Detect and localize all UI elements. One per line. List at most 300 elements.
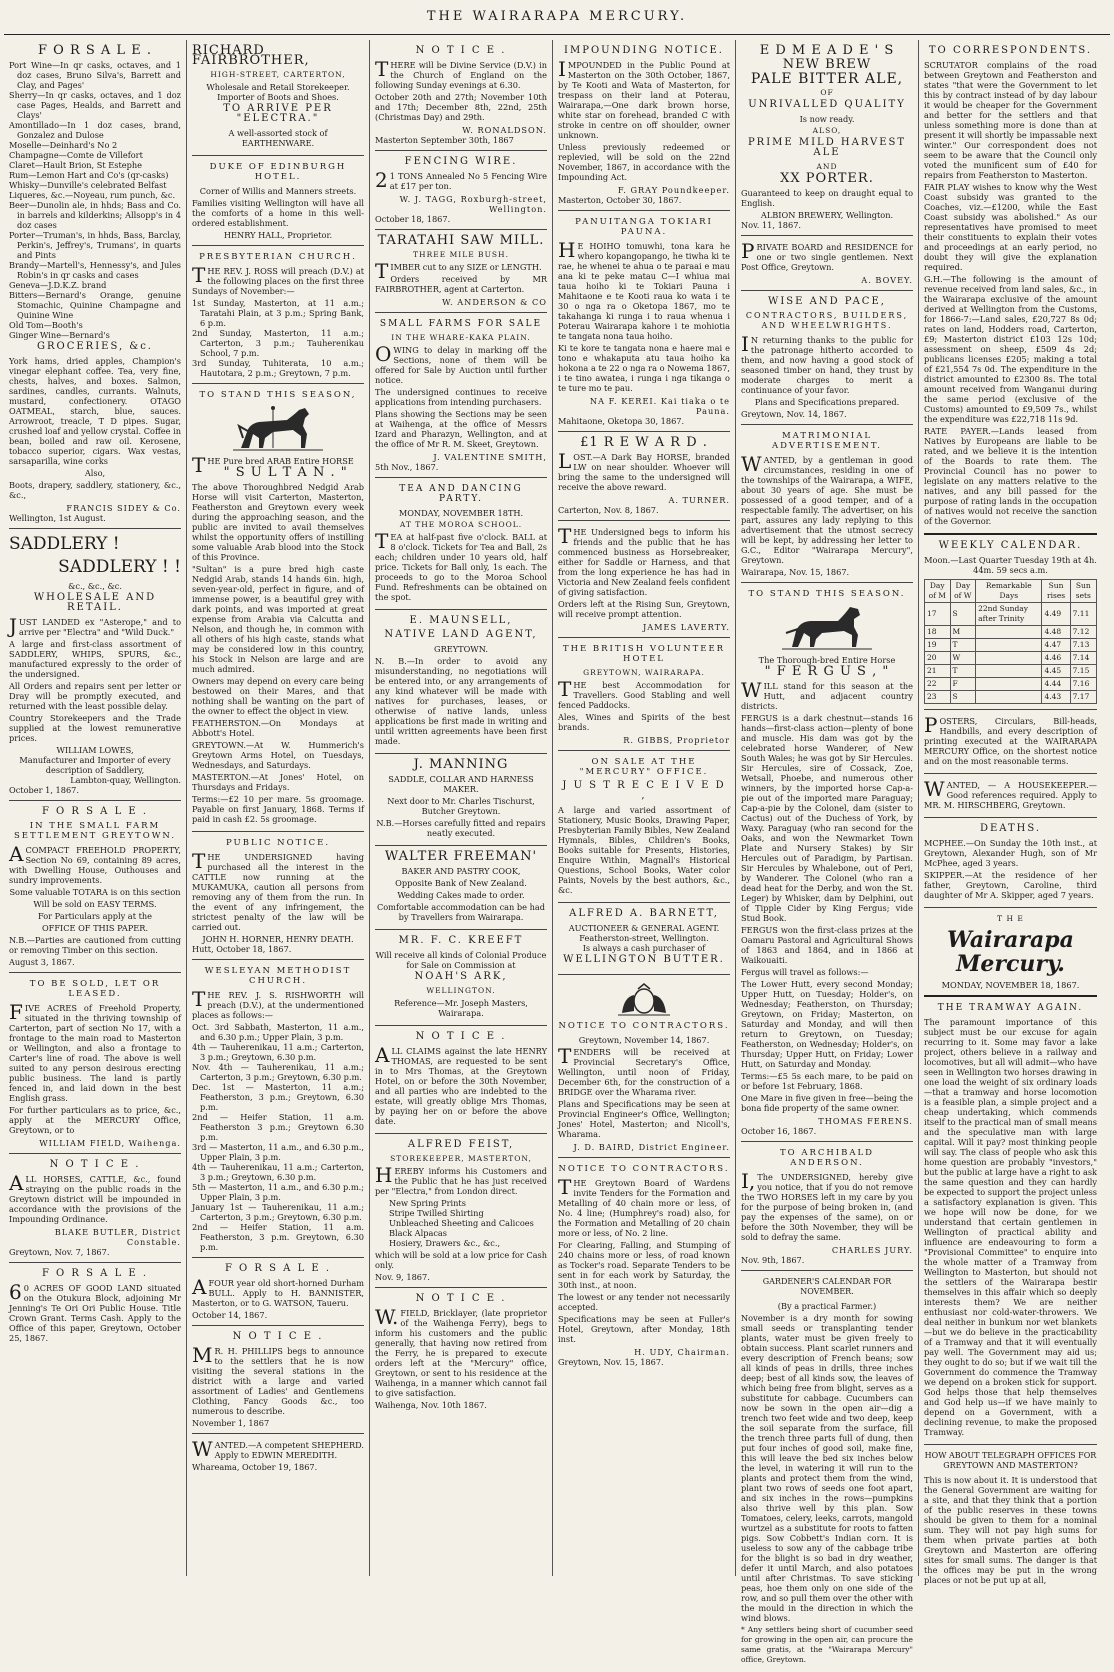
ad-body: Ki te kore te tangata nona e haere mai e tono e whakaputa atu taua hoiho ka hokona a te 22 o nga ra o Nowema 1867, i te tino awatea, i runga i nga tikanga o te ture mo te pau. [558, 343, 730, 393]
ad-maunsell [375, 610, 547, 754]
ad-heading: SADDLERY ! ! [58, 557, 181, 577]
ad-heading: N O T I C E . [415, 1031, 507, 1042]
ad-heading: WESLEYAN METHODIST CHURCH. [204, 966, 352, 986]
ad-body: ALL HORSES, CATTLE, &c., found straying on the public roads in the Greytown district will be impounded in accordance with the provisions of the Impounding Ordinance. [9, 1171, 181, 1224]
ad-body: TENDERS will be received at Provincial Secretary's Office, Wellington, until noon of Friday, December 6th, for the construction of a BRIDGE over the Wharama river. [558, 1044, 730, 1097]
ad-body: MR. H. PHILLIPS begs to announce to the settlers that he is now visiting the several stations in the district with a large and varied assortment of Ladies' and Gentlemens Clothing, Fancy Goods &c., too numerous to describe. [192, 1343, 364, 1416]
ad-body: Families visiting Wellington will have all the comforts of a home in this well-ordered establishment. [192, 198, 364, 228]
date-line: Greytown, Nov. 14, 1867. [741, 409, 847, 419]
event-date: MONDAY, NOVEMBER 18TH. [398, 508, 524, 518]
ad-fencing-wire [375, 151, 547, 230]
ad-heading: TO BE SOLD, LET OR LEASED. [29, 979, 161, 999]
column-4 [553, 40, 736, 1576]
ad-body: Terms:—£5 5s each mare, to be paid on or before 1st February, 1868. [741, 1071, 913, 1091]
table-cell: 4.46 [1042, 652, 1070, 665]
subheading: IN THE WHARE-KAKA PLAIN. [391, 333, 531, 342]
goods-list [375, 1198, 547, 1248]
ad-body: A well-assorted stock of EARTHENWARE. [228, 128, 328, 148]
list-item: Amontillado—In 1 doz cases, brand, Gonzalez and Dulose [9, 120, 181, 140]
ad-body: For Clearing, Falling, and Stumping of 240 chains more or less, of road known as Tocker's road. Separate Tenders to be sent in for each work by Saturday, the 30th inst., at noon. [558, 1240, 730, 1290]
ad-body: THE REV. J. S. RISHWORTH will preach (D.V.), at the undermentioned places as follows:— [192, 987, 364, 1020]
column-header: Remarkable Days [976, 580, 1042, 603]
table-cell: 4.45 [1042, 665, 1070, 678]
article-gardeners-calendar [741, 1271, 913, 1672]
table-row [925, 626, 1097, 639]
signature: R. GIBBS, Proprietor [623, 735, 730, 745]
masthead [0, 0, 1114, 38]
subheading: SADDLE, COLLAR AND HARNESS MAKER. [388, 774, 534, 794]
column-2 [187, 40, 370, 1576]
ad-body: I,The UNDERSIGNED, hereby give you notice, that if you do not remove the TWO HORSES left in my care by you for the purpose of being broken in, (and pay the expenses of the same), on or before the 30th November, they will be sold to defray the same. [741, 1169, 913, 1242]
ad-bull-sale [192, 1258, 364, 1326]
list-item: Dec. 1st — Masterton, 11 a.m.; Featherston, 3 p.m.; Greytown, 6.30 p.m. [192, 1082, 364, 1112]
ad-body: ACOMPACT FREEHOLD PROPERTY, Section No 69, containing 89 acres, with Dwelling House, Outhouses and sundry improvements. [9, 842, 181, 885]
ad-body: "Sultan" is a pure bred high caste Nedgid Arab, stands 14 hands 6in. high, seven-year-old, perfect in figure, and of immense power, is a beautiful grey with dark points, and was imported at great expense from Arabia via Calcutta and Nelson, and though he, in common with all others of his high caste, stands what may be considered low in this country, his Stock in Nelson are large and are much admired. [192, 564, 364, 674]
signature: J. VALENTINE SMITH, [433, 452, 547, 462]
ad-body: Unless previously redeemed or replevied, will be sold on the 22nd November, 1867, in accordance with the Impounding Act. [558, 142, 730, 182]
ad-heading: SMALL FARMS FOR SALE [379, 319, 543, 329]
ad-reward [558, 432, 730, 521]
signature-desc: Manufacturer and Importer of every description of Saddlery, [19, 755, 171, 775]
ad-saw-mill [375, 230, 547, 313]
table-cell: 4.48 [1042, 626, 1070, 639]
ad-heading: DUKE OF EDINBURGH HOTEL. [209, 162, 347, 182]
list-item: Nov. 4th — Tauherenikau, 11 a.m.; Carterton, 3 p.m.; Greytown, 6.30 p.m. [192, 1062, 364, 1082]
ad-body: Will receive all kinds of Colonial Produce for Sale on Commission at [375, 950, 547, 970]
ad-body: TEA at half-past five o'clock. BALL at 8 o'clock. Tickets for Tea and Ball, 2s each; children under 10 years old, half price. Tickets for Ball only, 1s each. The proceeds to go to the Moroa School Fund. Refreshments can be obtained on the spot. [375, 529, 547, 602]
table-cell: F [950, 678, 976, 691]
ad-sultan [192, 384, 364, 832]
subheading: TO ARRIVE PER "ELECTRA." [223, 103, 333, 124]
death-notice: SKIPPER.—At the residence of her father, Greytown, Caroline, third daughter of Mr A. Skipper, aged 7 years. [924, 870, 1097, 900]
table-cell: 23 [925, 691, 951, 704]
ad-body: W.FIELD, Bricklayer, (late proprietor of the Waihenga Ferry), begs to inform his customers and the public generally, that having now retired from the Ferry, he is prepared to execute orders left at the "Mercury" office, Greytown, or sent to his residence at the Waihenga, in a manner which cannot fail to give satisfaction. [375, 1305, 547, 1398]
ad-body: Ales, Wines and Spirits of the best brands. [558, 712, 730, 732]
subheading: IN THE SMALL FARM SETTLEMENT GREYTOWN. [13, 821, 177, 841]
signature: W. ANDERSON & CO [442, 297, 547, 307]
date-line: Nov. 9th, 1867. [741, 1255, 805, 1265]
ad-body: GREYTOWN.—At W. Hummerich's Greytown Arms Hotel, on Tuesdays, Wednesdays, and Saturdays. [192, 740, 364, 770]
signature: NA F. KEREI. Kai tiaka o te Pauna. [589, 396, 730, 416]
signature: CHARLES JURY. [831, 1245, 913, 1255]
groceries-heading: GROCERIES, &c. [37, 341, 153, 352]
death-notice: MCPHEE.—On Sunday the 10th inst., at Greytown, Alexander Hugh, son of Mr McPhee, aged 3 years. [924, 838, 1097, 868]
ad-body: Is always a cash purchaser of [582, 943, 706, 953]
ad-heading: ALFRED FEIST, [407, 1139, 515, 1150]
calendar-table [924, 579, 1097, 704]
ad-body: Country Storekeepers and the Trade supplied at the lowest remunerative prices. [9, 713, 181, 743]
date-line: Mahitaone, Oketopa 30, 1867. [558, 416, 685, 426]
column-6 [919, 40, 1102, 1585]
editorial-masthead [924, 908, 1097, 997]
ad-heading: RICHARD FAIRBROTHER, [192, 43, 310, 68]
ad-heading: N O T I C E . [49, 1159, 141, 1170]
subline: OF [820, 88, 834, 97]
date-line: Carterton, Nov. 8, 1867. [558, 505, 659, 515]
ad-body: One Mare in five given in free—being the bona fide property of the same owner. [741, 1093, 913, 1113]
ad-board [741, 236, 913, 291]
ad-heading: TEA AND DANCING PARTY. [399, 484, 523, 504]
section-deaths [924, 818, 1097, 908]
ad-kreeft [375, 930, 547, 1026]
column-3 [370, 40, 553, 1576]
byline: (By a practical Farmer.) [777, 1301, 877, 1311]
ad-heading: PANUITANGA TOKIARI PAUNA. [575, 217, 713, 237]
section-weekly-calendar [924, 535, 1097, 710]
list-item: New Spring Prints [389, 1198, 466, 1208]
ad-body: Next door to Mr. Charles Tischurst, Butcher Greytown. [387, 796, 535, 816]
address: HIGH-STREET, CARTERTON, [210, 70, 346, 79]
ad-body: A large and varied assortment of Stationery, Music Books, Drawing Paper, Presbyterian Family Bibles, New Zealand Hymnals, Bibles, Children's Books, Books suitable for Presents, Histories, Enquire Within, Magnall's Historical Questions, School Books, Water color Paints, Novels by the best authors, &c., &c. [558, 805, 730, 895]
ad-heading: F O R S A L E . [41, 1268, 149, 1279]
ad-body: N. B.—In order to avoid any misunderstanding, no negotiations will be entered into, or any arrangements of any kind whatever will be made with natives for purchases, leases, or otherwise of native lands, unless applications be first made in writing and until written agreements have been first made. [375, 656, 547, 746]
subheading: STOREKEEPER, MASTERTON, [390, 1154, 532, 1163]
list-item: Moselle—Deinhard's No 2 [9, 140, 118, 150]
section-heading: DEATHS. [979, 823, 1042, 834]
ad-public-notice [192, 832, 364, 960]
ad-edmeade [741, 40, 913, 236]
subline: Is now ready. [799, 114, 855, 124]
ad-heading: IMPOUNDING NOTICE. [564, 45, 724, 56]
ad-heading: £1 R E W A R D . [580, 435, 708, 450]
editorial-tramway [924, 997, 1097, 1445]
ad-wesleyan [192, 960, 364, 1258]
table-cell: 18 [925, 626, 951, 639]
ad-body: October 20th and 27th; November 10th and 17th; December 8th, 22nd, 25th (Christmas Day) and 29th. [375, 92, 547, 122]
table-cell [976, 665, 1042, 678]
issue-date: MONDAY, NOVEMBER 18, 1867. [941, 980, 1080, 990]
ad-heading: TARATAHI SAW MILL. [377, 233, 545, 248]
column-header: Day of M [925, 580, 951, 603]
ad-body: FEATHERSTON.—On Mondays at Abbott's Hotel. [192, 718, 364, 738]
ad-freeman [375, 846, 547, 930]
ad-body: FIVE ACRES of Freehold Property, situated in the thriving township of Carterton, part of section No 17, with a frontage to the main road to Masterton or Wellington, and also a frontage to Carter's line of road. The above is well suited to any person desirous erecting public business. The land is partly fenced in, and laid down in the best English grass. [9, 1000, 181, 1103]
table-cell: 4.47 [1042, 639, 1070, 652]
ad-matrimonial [741, 425, 913, 583]
ad-manning [375, 754, 547, 846]
place: WELLINGTON. [426, 986, 496, 995]
table-cell: 4.44 [1042, 678, 1070, 691]
ad-contractors-bridge [558, 975, 730, 1158]
list-item: January 1st — Tauherenikau, 11 a.m.; Carterton, 3 p.m.; Greytown, 6.30 p.m. [192, 1202, 364, 1222]
date-line: October 1, 1867. [9, 785, 79, 795]
section-correspondents [924, 40, 1097, 535]
list-item: 5th — Masterton, 11 a.m., and 6.30 p.m.; Upper Plain, 3 p.m. [192, 1182, 364, 1202]
subline: The Thorough-bred Entire Horse [758, 655, 896, 665]
table-cell: 17 [925, 603, 951, 626]
ad-small-farms [375, 313, 547, 478]
date-line: Whareama, October 19, 1867. [192, 1462, 318, 1472]
ad-body: Reference—Mr. Joseph Masters, Wairarapa. [394, 998, 528, 1018]
column-header: Day of W [950, 580, 976, 603]
table-row [925, 691, 1097, 704]
ad-heading: ALFRED A. BARNETT, [569, 908, 719, 919]
letter: RATE PAYER.—Lands leased from Natives by Europeans are liable to be rated, and we believe it is the intention of the Boards to rate them. The Provincial Council has no power to legislate on any matters relative to the natives, and any bill passed for the purpose of rating lands in the occupation of natives would not receive the sanction of the Governor. [924, 426, 1097, 526]
place: GREYTOWN, WAIRARAPA. [583, 668, 705, 677]
ad-mercury-office [558, 751, 730, 903]
ad-body: THE UNDERSIGNED having purchased all the interest in the CATTLE now running at the MUKAMUKA, caution all persons from removing any of them from the run. In the event of any infringement, the strictest penalty of the law will be carried out. [192, 849, 364, 932]
ad-body: WILL stand for this season at the Hutt, and adjacent country districts. [741, 678, 913, 711]
signature: J. D. BAIRD, District Engineer. [573, 1142, 730, 1152]
list-item: Liqueres, &c.—Noyeau, rum punch, &c. [9, 190, 176, 200]
ad-body: OWING to delay in marking off the Sections, none of them will be offered for Sale by Auction until further notice. [375, 342, 547, 385]
ad-shepherd [192, 1434, 364, 1477]
ad-british-hotel [558, 638, 730, 751]
ad-tea-party [375, 478, 547, 610]
signature: JAMES LAVERTY. [642, 622, 730, 632]
ad-body: The above Thoroughbred Nedgid Arab Horse will visit Carterton, Masterton, Featherston and Greytown every week during the approaching season, and the public are invited to avail themselves whilst the opportunity offers of instilling some valuable Arab blood into the Stock of this Province. [192, 482, 364, 562]
ad-posters [924, 710, 1097, 774]
ad-presbyterian [192, 246, 364, 384]
table-cell: 7.17 [1070, 691, 1096, 704]
article-heading: HOW ABOUT TELEGRAPH OFFICES FOR GREYTOWN AND MASTERTON? [924, 1451, 1097, 1470]
ad-body: HEREBY informs his Customers and the Public that he has just received per "Electra," from London direct. [375, 1163, 547, 1196]
ad-five-acres [9, 973, 181, 1154]
ad-heading: F O R S A L E . [41, 806, 149, 817]
ad-body: 21 TONS Annealed No 5 Fencing Wire at £17 per ton. [375, 168, 547, 192]
list-item: Old Tom—Booth's [9, 320, 83, 330]
date-line: Nov. 11, 1867. [741, 220, 802, 230]
subheading: AUCTIONEER & GENERAL AGENT. [568, 923, 720, 933]
list-item: 2nd — Heifer Station, 11 a.m. Featherston 3 p.m.; Greytown 6.30 p.m. [192, 1112, 364, 1142]
article-heading: GARDENER'S CALENDAR FOR NOVEMBER. [762, 1277, 892, 1296]
ad-duke-hotel [192, 156, 364, 246]
horse-engraving-icon [233, 404, 323, 452]
title-prefix: T H E [997, 914, 1024, 923]
list-item: Brandy—Martell's, Hennessy's, and Jules Robin's in qr casks and cases [9, 260, 181, 280]
subheading: WHOLESALE AND RETAIL. [33, 592, 157, 613]
signature: A. TURNER. [668, 495, 730, 505]
table-header-row [925, 580, 1097, 603]
address: Lambton-quay, Wellington. [70, 775, 181, 785]
ad-body: POSTERS, Circulars, Bill-heads, Handbills, and every description of printing executed at the WAIRARAPA MERCURY Office, on the shortest notice and on the most reasonable terms. [924, 713, 1097, 766]
ad-heading: SADDLERY ! [9, 534, 120, 554]
article-body: This is now about it. It is understood that the General Government are waiting for a site, and that they think that a portion of the public reserves in these towns should be given to them for a nominal sum. They will not pay high sums for them when private parties at both Greytown and Masterton are offering sites for small sums. The danger is that the offices may be put in the wrong places or not be put up at all, [924, 1475, 1097, 1585]
list-item: Porter—Truman's, in hhds, Bass, Barclay, Perkin's, Jeffrey's, Trumans', in quarts and Pints [9, 230, 181, 260]
ad-fairbrother [192, 40, 364, 156]
ad-body: Plans showing the Sections may be seen at Waihenga, at the office of Messrs Izard and Pharazyn, Wellington, and at the office of Mr R. M. Skeet, Greytown. [375, 409, 547, 449]
ad-body: THE Undersigned begs to inform his friends and the public that he has commenced business as Horsebreaker, either for Saddle or Harness, and that from the long experience he has had in Victoria and New Zealand feels confident of giving satisfaction. [558, 524, 730, 597]
table-cell: W [950, 652, 976, 665]
footnote: * Any settlers being short of cucumber seed for growing in the open air, can procure the same gratis, at the "Wairarapa Mercury" office, Greytown. [741, 1625, 913, 1664]
list-item: Port Wine—In qr casks, octaves, and 1 doz cases, Bruno Silva's, Barrett and Clay, and Pages' [9, 60, 181, 90]
ad-farm-sale [9, 801, 181, 973]
list-item: 3rd — Masterton, 11 a.m., and 6.30 p.m., Upper Plain, 3 p.m. [192, 1142, 364, 1162]
office-line: OFFICE OF THIS PAPER. [41, 923, 149, 933]
ad-sixty-acres [9, 1263, 181, 1350]
list-item: Bitters—Bernard's Orange, genuine Stomachic, Quinine Champagne and Quinine Wine [9, 290, 181, 320]
list-item: Oct. 3rd Sabbath, Masterton, 11 a.m., and 6.30 p.m.; Upper Plain, 3 p.m. [192, 1022, 364, 1042]
ad-heading: PRESBYTERIAN CHURCH. [199, 252, 357, 262]
ad-body: The lowest or any tender not necessarily accepted. [558, 1292, 730, 1312]
signature: ALBION BREWERY, Wellington. [760, 210, 894, 220]
ad-heading: TO STAND THIS SEASON, [199, 390, 357, 400]
ad-heading: PUBLIC NOTICE. [225, 838, 331, 848]
subheading: NEW BREW [782, 57, 872, 72]
ad-heading: F O R S A L E . [224, 1263, 332, 1274]
article-body: November is a dry month for sowing small seeds or transplanting tender plants, water must be given freely to obtain success. Plant scarlet runners and every description of French beans; sow all kinds of peas in drills, three inches deep; best of all kinds sow, the leaves of which being free from blight, serves as a substitute for cabbage. Cucumbers can now be sown in the open air—dig a trench two feet wide and two deep, keep the soil separate from the surface, fill the trench three parts full of dung, then put four inches of good soil, make fine, this will leave the bed six inches below the level, in watering it will run to the plants and protect them from the wind, plant two rows of seeds one foot apart, and six inches in the rows—pumpkins also thrive well by this plan. Sow Tomatoes, celery, leeks, carrots, mangold wurtzel as a substitute for roots to fatten pigs. Sow Cobbett's Indian corn. It is useless to sow any of the cabbage tribe for the blight is so bad in dry weather, defer it until March, and also potatoes until after Christmas. To save sticking peas, hoe them only on one side of the row, and so pull them over the other with the mould in the direction in which the wind blows. [741, 1313, 913, 1623]
horse-name: " S U L T A N . " [223, 465, 348, 480]
subheading: XX PORTER. [780, 171, 874, 186]
ad-body: The undersigned continues to receive applications from intending purchasers. [375, 387, 547, 407]
ad-heading: WISE AND PACE, [768, 296, 886, 307]
table-cell [976, 678, 1042, 691]
ad-body: Some valuable TOTARA is on this section [9, 887, 181, 897]
ad-body: All Orders and repairs sent per letter or Dray will be promptly executed, and returned with the least possible delay. [9, 681, 181, 711]
ad-contractors-roads [558, 1158, 730, 1372]
ad-body: Terms:—£2 10 per mare. 5s groomage. Payable on first January, 1868. Terms if paid in cash £2. 5s groomage. [192, 794, 364, 824]
groceries-list: York hams, dried apples, Champion's vinegar elephant coffee. Tea, very fine, chests, halves, and boxes. Salmon, sardines, candles, currants. Walnuts, mustard, confectionery. OTAGO OATMEAL, starch, blue, sauces. Arrowroot, treacle, T D pipes. Sugar, crushed loaf and yellow crystal. Coffee in bean, boiled and raw oil. Kerosene, tobacco superior, cigars. Wax vestas, sarsaparilla, wine corks [9, 356, 181, 466]
column-5 [736, 40, 919, 1664]
ad-laverty [558, 521, 730, 638]
table-row [925, 665, 1097, 678]
ad-heading: N O T I C E . [232, 1331, 324, 1342]
letter: SCRUTATOR complains of the road between Greytown and Featherston and states "that were the Government to let this by contract instead of by day labour it would be cheaper for the Government and better for the settlers and that unless something more is done than at present it will shortly be impassable next winter." Our correspondent does not seem to be aware that the Council only voted the munificent sum of £40 for repairs from Featherston to Masterton. [924, 60, 1097, 180]
table-cell: 4.43 [1042, 691, 1070, 704]
list-item: Black Alpacas [389, 1228, 447, 1238]
ad-saddlery [9, 529, 181, 801]
ad-body: which will be sold at a low price for Cash only. [375, 1250, 547, 1270]
list-item: Champagne—Comte de Villefort [9, 150, 143, 160]
ad-heading: N O T I C E . [415, 45, 507, 56]
ad-sidey [9, 40, 181, 529]
masthead-title: THE WAIRARAPA MERCURY. [426, 9, 688, 24]
date-line: Wairarapa, Nov. 15, 1867. [741, 567, 850, 577]
list-item: Claret—Hault Brion, St Estephe [9, 160, 142, 170]
ad-field-bricklayer [375, 1288, 547, 1415]
ad-body: N.B.—Horses carefully fitted and repairs neatly executed. [376, 818, 546, 838]
ad-body: ALL CLAIMS against the late HENRY THOMAS, are requested to be sent in to Mrs Thomas, at the Greytown Hotel, on or before the 30th November, and all parties who are indebted to the estate, will greatly oblige Mrs Thomas, by paying her on or before the above date. [375, 1043, 547, 1126]
date-line: October 14, 1867. [192, 1310, 268, 1320]
ad-body: WANTED, by a gentleman in good circumstances, residing in one of the townships of the Wairarapa, a WIFE, about 30 years of age. She must be possessed of a good temper, and of a respectable family. The advertiser, on his part, assures any lady replying to this advertisement that the utmost secrecy will be kept, by addressing her letter to G.C., Editor "Wairarapa Mercury", Greytown. [741, 452, 913, 565]
table-row [925, 603, 1097, 626]
ad-notice-impound [9, 1154, 181, 1263]
subheading: PALE BITTER ALE, [750, 71, 904, 87]
address: Featherston-street, Wellington. [579, 933, 709, 943]
table-cell: 7.13 [1070, 639, 1096, 652]
section-heading: TO CORRESPONDENTS. [928, 45, 1093, 56]
ad-body: Comfortable accommodation can be had by Travellers from Wairarapa. [376, 902, 545, 922]
ad-heading: E D M E A D E ' S [759, 43, 895, 58]
ad-heading: FENCING WIRE. [404, 156, 518, 167]
table-cell: S [950, 603, 976, 626]
list-item: 3rd Sunday, Tuhiterata, 10 a.m.; Hautotara, 2 p.m.; Greytown, 7 p.m. [192, 358, 364, 378]
table-cell: 7.14 [1070, 652, 1096, 665]
list-item: Beer—Dunolin ale, in hhds; Bass and Co. in barrels and kilderkins; Allsopp's in 4 doz cases [9, 200, 181, 230]
list-item: Ginger Wine—Bernard's [9, 330, 110, 340]
ad-body: TIMBER cut to any SIZE or LENGTH. [375, 259, 542, 283]
table-cell: 7.16 [1070, 678, 1096, 691]
ad-heading: J. MANNING [413, 757, 509, 772]
also-label: Also, [84, 468, 106, 478]
signature: WILLIAM LOWES, [56, 745, 134, 755]
ad-heading: MATRIMONIAL ADVERTISEMENT. [772, 431, 882, 451]
ad-anderson [741, 1142, 913, 1271]
table-cell [976, 652, 1042, 665]
table-cell: S [950, 691, 976, 704]
letter: FAIR PLAY wishes to know why the West Coast subsidy was granted to the Coaches, viz.—£1200, while the East Coast subsidy was abolished." As our representatives have promised to meet their constituents to explain their votes and proceedings at an early period, no doubt they will give the explanation required. [924, 182, 1097, 272]
ad-body: WANTED, — A HOUSEKEEPER.— Good references required. Apply to MR. M. HIRSCHBERG, Greytown. [924, 777, 1097, 810]
signature: FRANCIS SIDEY & Co. [66, 503, 181, 513]
ad-barnett [558, 903, 730, 975]
masthead-rule [4, 34, 1110, 35]
table-cell: 7.12 [1070, 626, 1096, 639]
ad-body: FERGUS is a dark chestnut—stands 16 hands—first-class action—plenty of bone and muscle. His dam was got by the celebrated horse Wanderer, of New South Wales; he was got by Sir Hercules. Sir Hercules, sire of Cossack, Zoe, Wetsall, Phoebe, and numerous other winners, by the imported horse Cap-a-pie out of the imported mare Paraguay; Cap-a-pie by the Colonel, dam (sister to Cactus) out of the Duchess of York, by Waxy. Paraguay (who ran second for the Oaks, and won the Newmarket Town Plate and Nursery Stakes) by Sir Hercules out of Paradigm, by Partisan. Sir Hercules by Whalebone, out of Peri, by Wanderer. The Colonel (who ran a dead heat for the Derby, and won the St. Leger) by Whisker, dam by Delphini, out of Tipple Cider by King Fergus; vide Stud Book. [741, 713, 913, 923]
ad-heading: MR. F. C. KREEFT [398, 935, 524, 946]
ad-body: Wholesale and Retail Storekeeper. Importer of Boots and Shoes. [206, 82, 350, 102]
subheading: J U S T R E C E I V E D , [562, 780, 726, 801]
ad-body: Owners may depend on every care being bestowed on their Mares, and that nothing shall be wanting on the part of the owner to effect the object in view. [192, 676, 364, 716]
date-line: Nov. 9, 1867. [375, 1272, 430, 1282]
table-cell: 22 [925, 678, 951, 691]
ad-body: For further particulars as to price, &c., apply at the MERCURY Office, Greytown, or to [9, 1105, 181, 1135]
signature: WILLIAM FIELD, Waihenga. [39, 1138, 181, 1148]
ad-body: Plans and Specifications may be seen at Provincial Engineer's Office, Wellington; Jones' Hotel, Masterton; and Nicoll's, Wharama. [558, 1099, 730, 1139]
wine-list [9, 60, 181, 340]
list-item: 1st Sunday, Masterton, at 11 a.m.; Taratahi Plain, at 3 p.m.; Spring Bank, 6 p.m. [192, 298, 364, 328]
ad-body: Guaranteed to keep on draught equal to English. [741, 188, 913, 208]
date-line: Wellington, 1st August. [9, 513, 106, 523]
place: GREYTOWN. [434, 644, 488, 654]
subheading: PRIME MILD HARVEST ALE [747, 137, 907, 158]
signature: W. RONALDSON. [462, 125, 547, 135]
ad-heading: TO STAND THIS SEASON. [748, 589, 906, 599]
table-row [925, 678, 1097, 691]
ad-body: IMPOUNDED in the Public Pound at Masterton on the 30th October, 1867, by Te Kooti and Wata of Masterton, for trespass on their land at Poterau, Wairarapa,—One dark brown horse, white star on forehead, branded C with stroke in centre on off shoulder, owner unknown. [558, 57, 730, 140]
table-cell: 19 [925, 639, 951, 652]
date-line: Greytown, November 14, 1867. [578, 1035, 710, 1045]
list-item: Sherry—In qr casks, octaves, and 1 doz case Pages, Healds, and Barrett and Clays' [9, 90, 181, 120]
table-row [925, 639, 1097, 652]
ad-body: 60 ACRES OF GOOD LAND situated on the Otukura Block, adjoining Mr Jenning's Te Ori Ori Public House. Title Crown Grant. Terms Cash. Apply to the Office of this paper, Greytown, October 25, 1867. [9, 1280, 181, 1343]
subheading: THREE MILE BUSH. [413, 250, 509, 259]
list-item: 2nd — Heifer Station, 11 a.m. Featherston, 3 p.m. Greytown, 6.30 p.m. [192, 1222, 364, 1252]
ad-body: Opposite Bank of New Zealand. [395, 878, 527, 888]
date-line: 5th Nov., 1867. [375, 462, 439, 472]
list-item: Whisky—Dunville's celebrated Belfast [9, 180, 167, 190]
date-line: August 3, 1867. [9, 957, 75, 967]
date-line: Waihenga, Nov. 10th 1867. [375, 1400, 487, 1410]
ad-body: Specifications may be seen at Fuller's Hotel, Greytown, after Monday, 18th inst. [558, 1314, 730, 1344]
ad-heading: E. MAUNSELL, [409, 615, 513, 626]
columns [4, 40, 1110, 1664]
list-item: Rum—Lemon Hart and Co's (qr-casks) [9, 170, 169, 180]
ad-heading: F O R S A L E . [38, 43, 152, 58]
letter: G.H.—The following is the amount of revenue received from land sales, &c., in the Wairarapa exclusive of the amount derived at Wellington from the Customs, for 1866-7:—Land sales, £20,727 8s 0d; rates on land, Hodders road, Carterton, £9; Masterton district £103 12s 10d; assessment on sheep, £509 4s 2d; publicans licenses £205; making a total of £21,554 7s 0d. The expenditure in the district amounted to £2300 8s. The total amount received from Wanganui during the same period (exclusive of the Customs) amounted to £9,509 7s., whilst the expenditure was £22,718 11s 9d. [924, 274, 1097, 424]
ad-body: HE HOIHO tomuwhi, tona kara he whero kopangopango, he tiwha ki te rae, he whenei te ahua o te paraai e mau ana ki te peke matau C—I whiua mai taua hoiho ki te Tokiari Pauna i Mahitaone e te Kooti raua ko wata i te 30 o nga ra o Oketopa 1867, mo te takahanga ki runga i to raua whenua i Poterau Wairarapa kahore i te mohiotia te tangata nona taua hoiho. [558, 238, 730, 341]
article-heading: THE TRAMWAY AGAIN. [937, 1003, 1084, 1013]
ad-body: Wedding Cakes made to order. [397, 890, 525, 900]
ad-body: JUST LANDED ex "Asterope," and to arrive per "Electra" and "Wild Duck." [9, 614, 181, 638]
column-1 [4, 40, 187, 1576]
date-line: Masterton September 30th, 1867 [375, 135, 514, 145]
ad-phillips [192, 1326, 364, 1434]
signature: BLAKE BUTLER, District Constable. [54, 1227, 181, 1247]
date-line: November 1, 1867 [192, 1418, 270, 1428]
subheading: CONTRACTORS, BUILDERS, AND WHEELWRIGHTS. [745, 311, 909, 330]
ad-heading: NOTICE TO CONTRACTORS. [558, 1021, 730, 1031]
editorial-telegraph [924, 1445, 1097, 1592]
ad-heading: ON SALE AT THE "MERCURY" OFFICE. [579, 757, 709, 777]
subheading: UNRIVALLED QUALITY [748, 99, 906, 110]
ad-body: FERGUS won the first-class prizes at the Oamaru Pastoral and Agricultural Shows of 1863 and 1864, and in 1866 at Waikouaiti. [741, 925, 913, 965]
ad-body: The Lower Hutt, every second Monday; Upper Hutt, on Tuesday; Holder's, on Wednesday; Featherston, on Thursday; Greytown, on Friday; Masterton, on Saturday and Monday, and will then return to Greytown, on Tuesday; Featherston, on Wednesday; Holder's, on Thursday; Upper Hutt, on Friday; Lower Hutt, on Saturday and Monday. [741, 979, 913, 1069]
ad-body: Orders received by MR FAIRBROTHER, agent at Carterton. [375, 274, 547, 294]
date-line: Greytown, Nov. 7, 1867. [9, 1247, 110, 1257]
ad-body: LOST.—A Dark Bay HORSE, branded LW on near shoulder. Whoever will bring the same to the undersigned will receive the above reward. [558, 449, 730, 492]
table-cell [976, 639, 1042, 652]
event-place: AT THE MOROA SCHOOL. [399, 520, 523, 529]
